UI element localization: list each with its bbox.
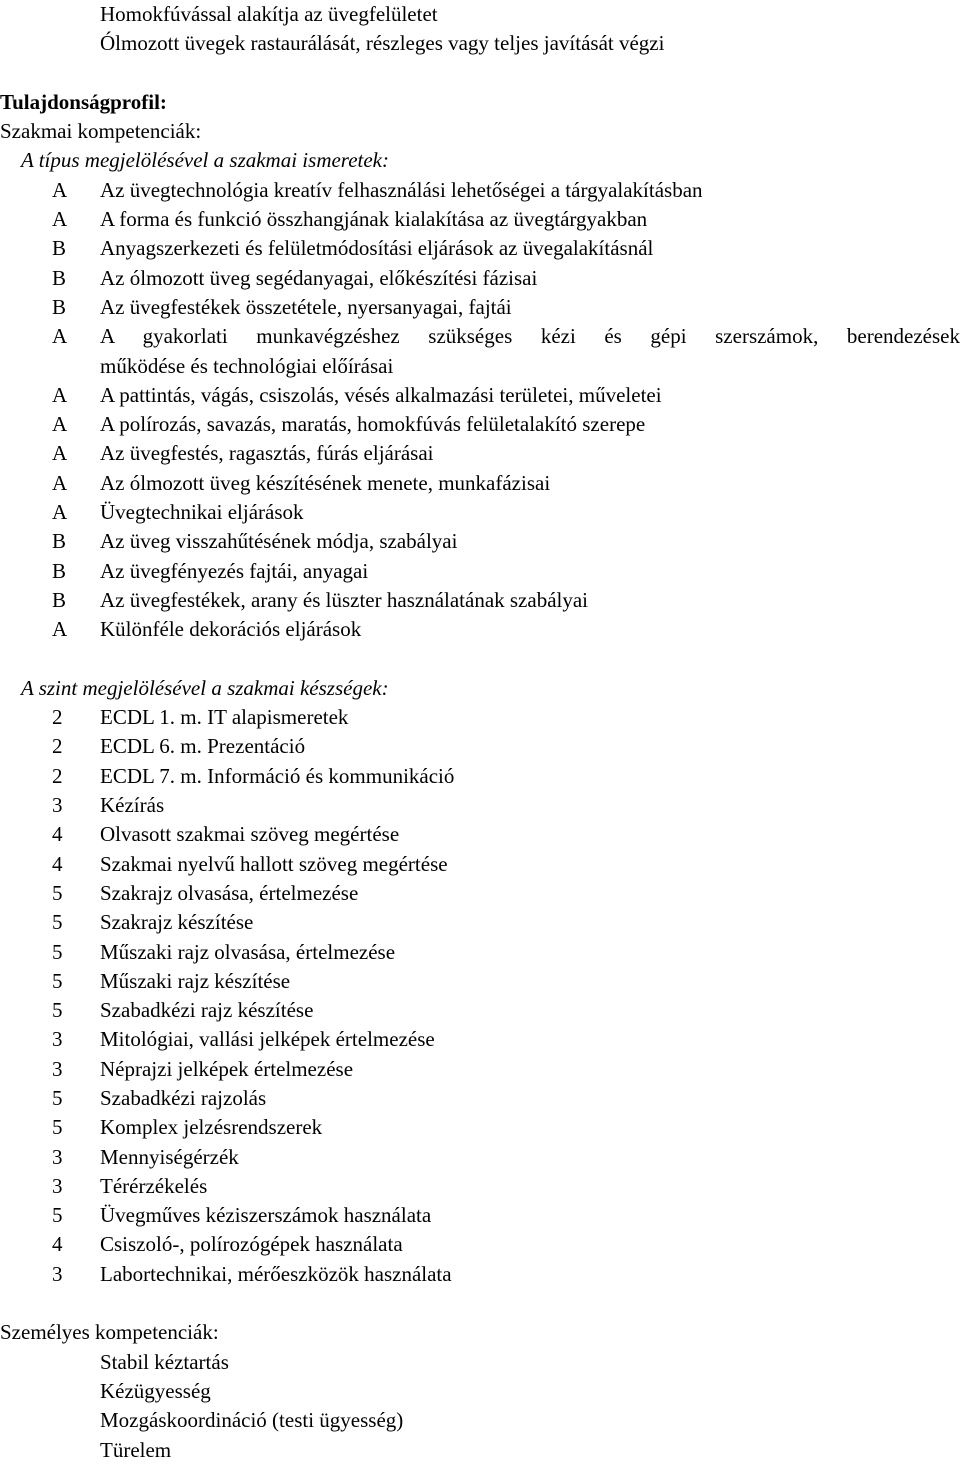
item-text: Csiszoló-, polírozógépek használata xyxy=(100,1232,403,1257)
skill-item xyxy=(0,908,960,937)
item-text: Műszaki rajz olvasása, értelmezése xyxy=(100,939,396,964)
item-text: Néprajzi jelképek értelmezése xyxy=(100,1056,354,1081)
item-text: Műszaki rajz készítése xyxy=(100,968,291,993)
spacer xyxy=(0,1289,960,1318)
level-code: A xyxy=(52,382,68,407)
level-code: 3 xyxy=(52,1056,63,1081)
skill-item xyxy=(0,1143,960,1172)
level-code: A xyxy=(52,207,68,232)
personal-item: Kézügyesség xyxy=(100,1378,211,1403)
level-code: 5 xyxy=(52,968,63,993)
skill-item xyxy=(0,938,960,967)
skill-item xyxy=(0,1260,960,1289)
item-text: A gyakorlati munkavégzéshez szükséges kézi és gépi szerszámok, berendezések xyxy=(100,324,960,349)
level-code: A xyxy=(52,617,68,642)
skill-item xyxy=(0,850,960,879)
item-text-continuation: működése és technológiai előírásai xyxy=(100,353,394,378)
level-code: 2 xyxy=(52,705,63,730)
skill-item xyxy=(0,1084,960,1113)
knowledge-item xyxy=(0,439,960,468)
knowledge-list xyxy=(0,176,960,645)
knowledge-item xyxy=(0,527,960,556)
skill-item xyxy=(0,967,960,996)
item-text: Térérzékelés xyxy=(100,1173,208,1198)
item-text: Szakrajz olvasása, értelmezése xyxy=(100,880,359,905)
item-text: Kézírás xyxy=(100,793,165,818)
item-text: Anyagszerkezeti és felületmódosítási eljárások az üvegalakításnál xyxy=(100,236,654,261)
knowledge-item xyxy=(0,469,960,498)
level-code: B xyxy=(52,558,67,583)
intro-section xyxy=(0,0,960,59)
item-text: Az ólmozott üveg segédanyagai, előkészítési fázisai xyxy=(100,265,538,290)
level-code: 4 xyxy=(52,1232,63,1257)
level-code: 2 xyxy=(52,763,63,788)
item-text: ECDL 1. m. IT alapismeretek xyxy=(100,705,349,730)
level-code: A xyxy=(52,441,68,466)
item-text: A forma és funkció összhangjának kialakítása az üvegtárgyakban xyxy=(100,207,648,232)
knowledge-item xyxy=(0,205,960,234)
intro-line: Ólmozott üvegek rastaurálását, részleges vagy teljes javítását végzi xyxy=(100,31,665,56)
intro-line: Homokfúvással alakítja az üvegfelületet xyxy=(100,2,438,26)
level-code: A xyxy=(52,470,68,495)
item-text: ECDL 7. m. Információ és kommunikáció xyxy=(100,763,455,788)
profile-heading: Tulajdonságprofil: xyxy=(0,89,167,114)
level-code: 3 xyxy=(52,1261,63,1286)
item-text: Az üvegfestékek, arany és lüszter használatának szabályai xyxy=(100,587,589,612)
level-code: 5 xyxy=(52,910,63,935)
skill-item xyxy=(0,1055,960,1084)
skill-item xyxy=(0,703,960,732)
level-code: B xyxy=(52,587,67,612)
level-code: 4 xyxy=(52,851,63,876)
level-code: B xyxy=(52,236,67,261)
level-code: 5 xyxy=(52,939,63,964)
spacer xyxy=(0,59,960,88)
skills-list xyxy=(0,703,960,1289)
personal-item: Mozgáskoordináció (testi ügyesség) xyxy=(100,1408,404,1433)
knowledge-heading: A típus megjelölésével a szakmai ismeretek: xyxy=(21,148,389,173)
knowledge-item xyxy=(0,410,960,439)
item-text: Komplex jelzésrendszerek xyxy=(100,1115,323,1140)
knowledge-item xyxy=(0,293,960,322)
spacer xyxy=(0,645,960,674)
level-code: 3 xyxy=(52,1144,63,1169)
item-text: Szakmai nyelvű hallott szöveg megértése xyxy=(100,851,448,876)
skill-item xyxy=(0,1201,960,1230)
item-text: Szabadkézi rajz készítése xyxy=(100,998,314,1023)
item-text: A pattintás, vágás, csiszolás, vésés alkalmazási területei, műveletei xyxy=(100,382,662,407)
item-text: Szabadkézi rajzolás xyxy=(100,1085,267,1110)
item-text: Üvegtechnikai eljárások xyxy=(100,500,304,525)
level-code: A xyxy=(52,177,68,202)
personal-list xyxy=(0,1348,960,1465)
item-text: A polírozás, savazás, maratás, homokfúvás felületalakító szerepe xyxy=(100,412,646,437)
knowledge-item xyxy=(0,176,960,205)
professional-heading: Szakmai kompetenciák: xyxy=(0,119,202,144)
item-text: Olvasott szakmai szöveg megértése xyxy=(100,822,400,847)
level-code: B xyxy=(52,294,67,319)
knowledge-item xyxy=(0,557,960,586)
skill-item xyxy=(0,762,960,791)
item-text: ECDL 6. m. Prezentáció xyxy=(100,734,306,759)
skill-item xyxy=(0,1230,960,1259)
item-text: Az ólmozott üveg készítésének menete, munkafázisai xyxy=(100,470,551,495)
item-text: Az üvegfényezés fajtái, anyagai xyxy=(100,558,369,583)
level-code: A xyxy=(52,500,68,525)
knowledge-item xyxy=(0,234,960,263)
skill-item xyxy=(0,1025,960,1054)
item-text: Különféle dekorációs eljárások xyxy=(100,617,362,642)
level-code: A xyxy=(52,412,68,437)
skill-item xyxy=(0,820,960,849)
level-code: 3 xyxy=(52,1173,63,1198)
level-code: 4 xyxy=(52,822,63,847)
skill-item xyxy=(0,732,960,761)
knowledge-item xyxy=(0,498,960,527)
knowledge-item xyxy=(0,586,960,615)
item-text: Mitológiai, vallási jelképek értelmezése xyxy=(100,1027,435,1052)
knowledge-item xyxy=(0,615,960,644)
personal-item: Türelem xyxy=(100,1437,172,1462)
level-code: 3 xyxy=(52,1027,63,1052)
level-code: 5 xyxy=(52,1085,63,1110)
item-text: Az üvegtechnológia kreatív felhasználási lehetőségei a tárgyalakításban xyxy=(100,177,703,202)
personal-item: Stabil kéztartás xyxy=(100,1349,229,1374)
knowledge-item xyxy=(0,264,960,293)
level-code: A xyxy=(52,324,68,349)
level-code: B xyxy=(52,265,67,290)
item-text: Mennyiségérzék xyxy=(100,1144,239,1169)
level-code: 2 xyxy=(52,734,63,759)
skill-item xyxy=(0,1172,960,1201)
skill-item xyxy=(0,879,960,908)
item-text: Üvegműves kéziszerszámok használata xyxy=(100,1203,432,1228)
item-text: Labortechnikai, mérőeszközök használata xyxy=(100,1261,452,1286)
level-code: B xyxy=(52,529,67,554)
level-code: 5 xyxy=(52,1115,63,1140)
item-text: Az üvegfestékek összetétele, nyersanyagai, fajtái xyxy=(100,294,512,319)
skill-item xyxy=(0,791,960,820)
skill-item xyxy=(0,996,960,1025)
level-code: 5 xyxy=(52,880,63,905)
item-text: Az üvegfestés, ragasztás, fúrás eljárásai xyxy=(100,441,434,466)
personal-heading: Személyes kompetenciák: xyxy=(0,1320,219,1345)
knowledge-item xyxy=(0,381,960,410)
level-code: 5 xyxy=(52,1203,63,1228)
knowledge-item xyxy=(0,322,960,351)
skill-item xyxy=(0,1113,960,1142)
item-text: Az üveg visszahűtésének módja, szabályai xyxy=(100,529,458,554)
skills-heading: A szint megjelölésével a szakmai készségek: xyxy=(21,675,389,700)
item-text: Szakrajz készítése xyxy=(100,910,254,935)
level-code: 3 xyxy=(52,793,63,818)
level-code: 5 xyxy=(52,998,63,1023)
